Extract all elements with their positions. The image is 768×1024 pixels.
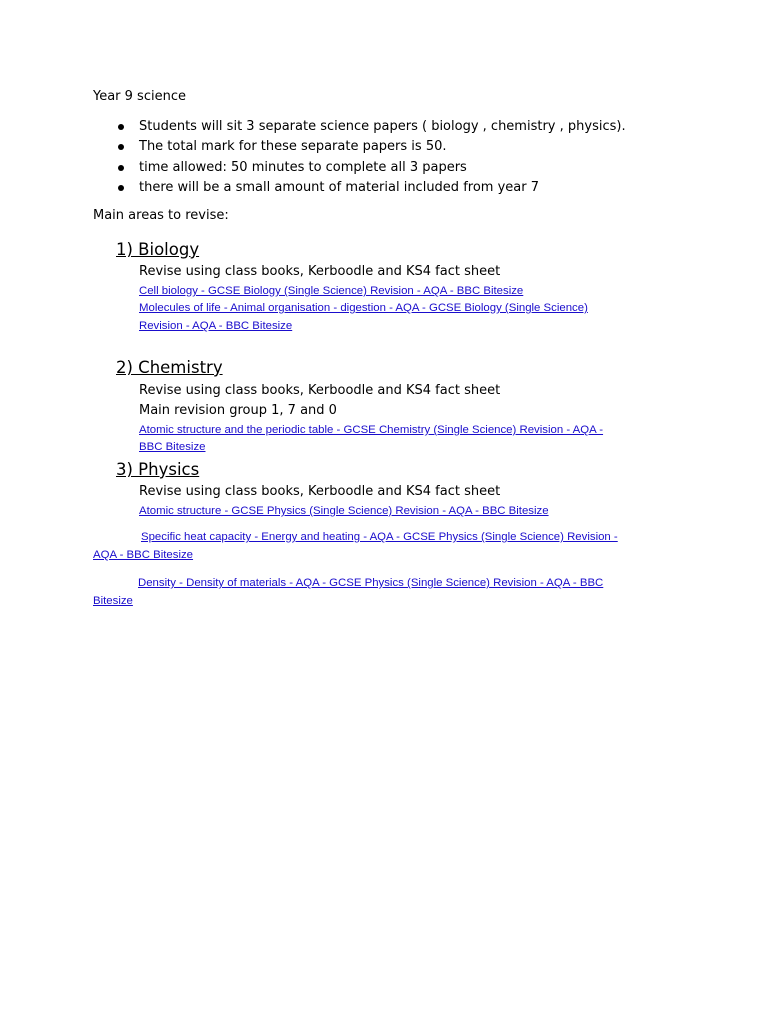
bullet-text: there will be a small amount of material included from year 7 <box>139 179 539 195</box>
chemistry-atomic-link-cont[interactable]: BBC Bitesize <box>139 441 206 453</box>
list-item <box>116 178 626 198</box>
biology-revise-note: Revise using class books, Kerboodle and KS4 fact sheet <box>139 264 501 279</box>
physics-heading: 3) Physics <box>116 460 200 479</box>
main-areas-label: Main areas to revise: <box>93 208 229 223</box>
physics-revise-note: Revise using class books, Kerboodle and KS4 fact sheet <box>139 484 501 499</box>
chemistry-revise-note: Revise using class books, Kerboodle and KS4 fact sheet <box>139 383 501 398</box>
list-item <box>116 137 626 157</box>
physics-heat-link[interactable]: Specific heat capacity - Energy and heating - AQA - GCSE Physics (Single Science) Revision - <box>141 531 618 543</box>
physics-density-link[interactable]: Density - Density of materials - AQA - GCSE Physics (Single Science) Revision - AQA - BBC <box>138 577 604 589</box>
chemistry-heading: 2) Chemistry <box>116 358 223 377</box>
chemistry-revision-group-note: Main revision group 1, 7 and 0 <box>139 403 337 418</box>
biology-molecules-link[interactable]: Molecules of life - Animal organisation - digestion - AQA - GCSE Biology (Single Science) <box>139 302 588 314</box>
list-item <box>116 117 626 137</box>
bullet-icon <box>118 185 124 191</box>
chemistry-atomic-link[interactable]: Atomic structure and the periodic table - GCSE Chemistry (Single Science) Revision - AQA - <box>139 424 604 436</box>
physics-atomic-link[interactable]: Atomic structure - GCSE Physics (Single Science) Revision - AQA - BBC Bitesize <box>139 505 549 517</box>
bullet-text: Students will sit 3 separate science papers ( biology , chemistry , physics). <box>139 119 626 134</box>
physics-heat-link-cont[interactable]: AQA - BBC Bitesize <box>93 549 194 561</box>
info-bullet-list <box>116 117 626 198</box>
bullet-text: The total mark for these separate papers is 50. <box>139 139 447 155</box>
biology-cell-link[interactable]: Cell biology - GCSE Biology (Single Science) Revision - AQA - BBC Bitesize <box>139 285 524 297</box>
list-item <box>116 158 626 178</box>
document-title: Year 9 science <box>93 89 186 104</box>
bullet-icon <box>118 144 124 150</box>
bullet-icon <box>118 165 124 171</box>
physics-density-link-cont[interactable]: Bitesize <box>93 595 133 607</box>
biology-heading: 1) Biology <box>116 240 200 259</box>
bullet-text: time allowed: 50 minutes to complete all 3 papers <box>139 159 467 175</box>
bullet-icon <box>118 124 124 130</box>
biology-molecules-link-cont[interactable]: Revision - AQA - BBC Bitesize <box>139 320 293 332</box>
